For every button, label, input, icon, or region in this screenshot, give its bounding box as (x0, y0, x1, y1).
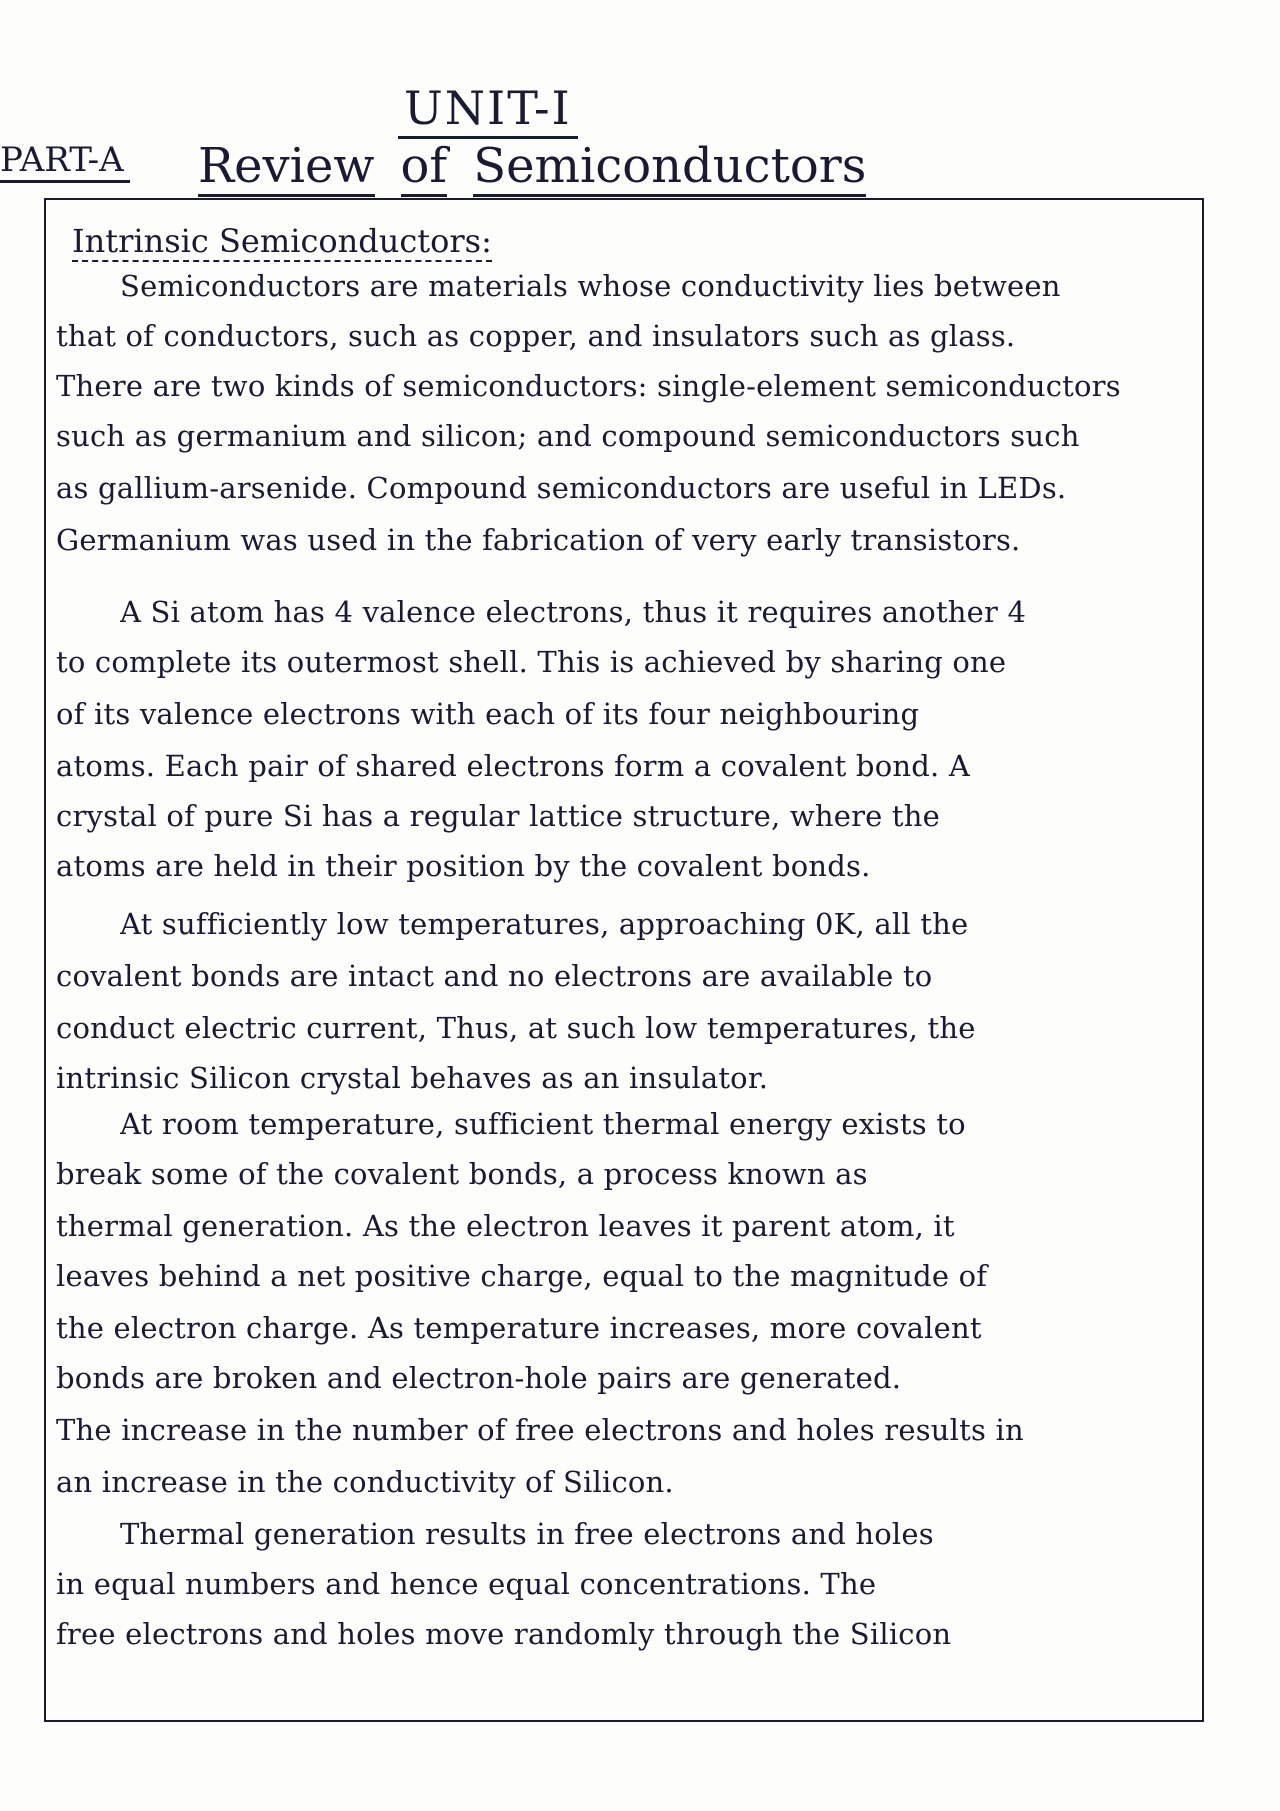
text-line: There are two kinds of semiconductors: single-element semiconductors (56, 369, 1121, 403)
text-line: Germanium was used in the fabrication of very early transistors. (56, 523, 1021, 557)
text-line: A Si atom has 4 valence electrons, thus it requires another 4 (120, 595, 1027, 629)
title-word-semiconductors: Semiconductors (473, 138, 866, 197)
text-line: bonds are broken and electron-hole pairs are generated. (56, 1361, 902, 1395)
text-line: atoms are held in their position by the covalent bonds. (56, 849, 871, 883)
text-line: thermal generation. As the electron leaves it parent atom, it (56, 1209, 955, 1243)
title-word-of: of (401, 138, 448, 197)
text-line: as gallium-arsenide. Compound semiconductors are useful in LEDs. (56, 471, 1067, 505)
title-word-review: Review (198, 138, 375, 197)
text-line: At room temperature, sufficient thermal energy exists to (120, 1107, 966, 1141)
text-line: intrinsic Silicon crystal behaves as an insulator. (56, 1061, 769, 1095)
text-line: the electron charge. As temperature increases, more covalent (56, 1311, 982, 1345)
text-line: At sufficiently low temperatures, approaching 0K, all the (120, 907, 969, 941)
text-line: in equal numbers and hence equal concentrations. The (56, 1567, 877, 1601)
text-line: free electrons and holes move randomly through the Silicon (56, 1617, 952, 1651)
text-line: The increase in the number of free electrons and holes results in (56, 1413, 1024, 1447)
text-line: an increase in the conductivity of Silicon. (56, 1465, 674, 1499)
text-line: crystal of pure Si has a regular lattice structure, where the (56, 799, 941, 833)
text-line: such as germanium and silicon; and compound semiconductors such (56, 419, 1080, 453)
text-line: leaves behind a net positive charge, equal to the magnitude of (56, 1259, 988, 1293)
text-line: of its valence electrons with each of its four neighbouring (56, 697, 920, 731)
text-line: conduct electric current, Thus, at such low temperatures, the (56, 1011, 976, 1045)
text-line: atoms. Each pair of shared electrons form a covalent bond. A (56, 749, 970, 783)
unit-title: UNIT-I (398, 82, 578, 139)
page-title (198, 138, 866, 197)
text-line: that of conductors, such as copper, and insulators such as glass. (56, 319, 1016, 353)
text-line: covalent bonds are intact and no electrons are available to (56, 959, 933, 993)
text-line: Semiconductors are materials whose conductivity lies between (120, 269, 1061, 303)
text-line: Thermal generation results in free electrons and holes (120, 1517, 934, 1551)
part-label: PART-A (0, 140, 130, 183)
text-line: to complete its outermost shell. This is achieved by sharing one (56, 645, 1007, 679)
section-heading: Intrinsic Semiconductors: (72, 222, 492, 260)
text-line: break some of the covalent bonds, a process known as (56, 1157, 868, 1191)
